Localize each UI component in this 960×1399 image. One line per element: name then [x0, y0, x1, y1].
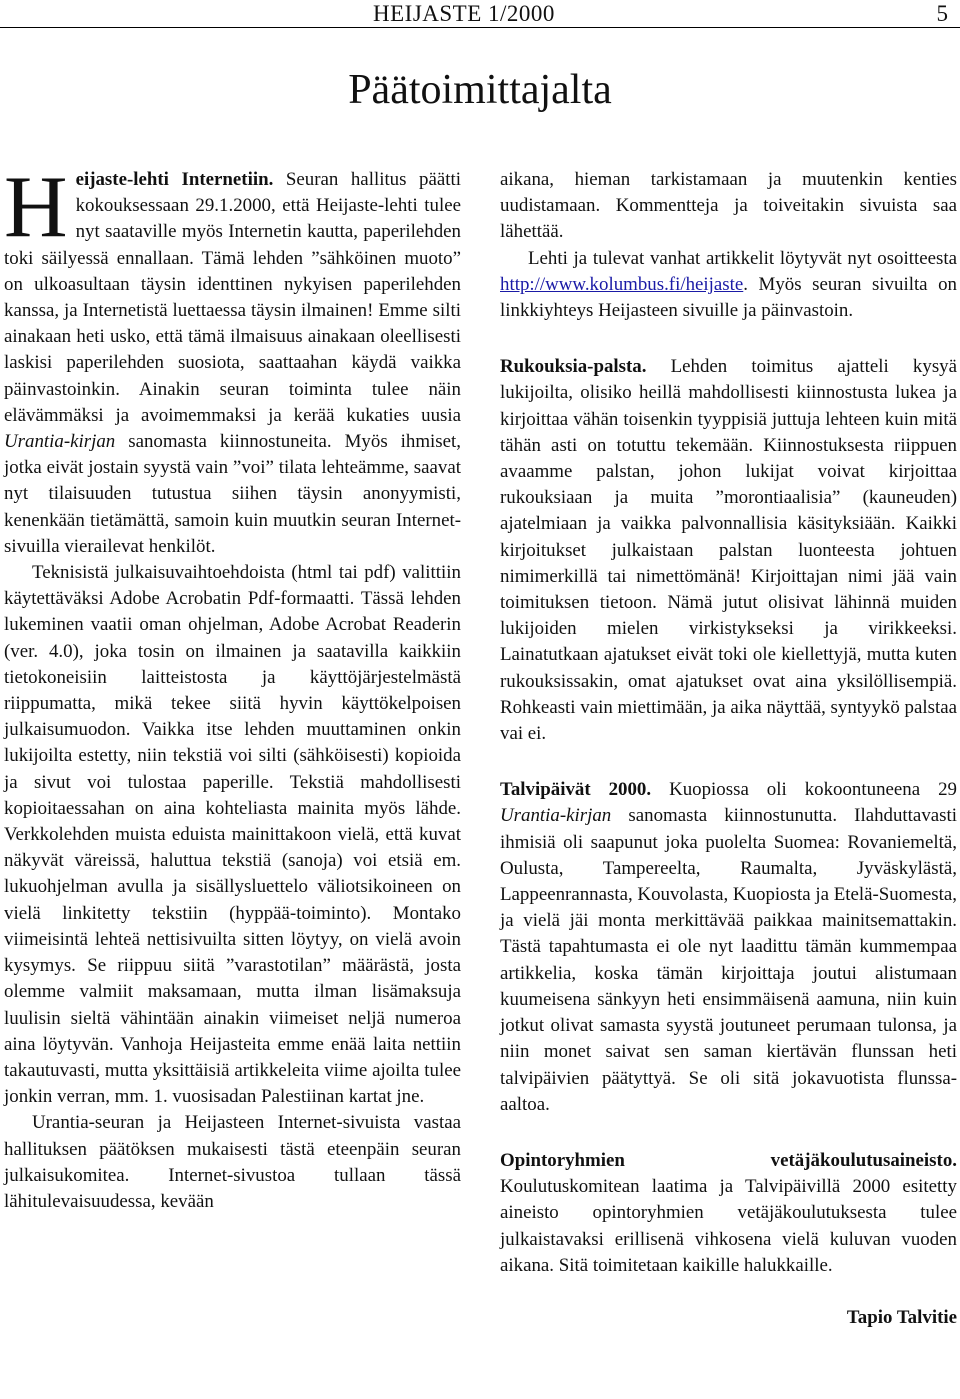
paragraph-text: Lehden toimitus ajatteli kysyä lukijoilta, olisiko heillä mahdollisesti kiinnostusta lukea ja kirjoittaa vähän toisenkin tyyppisiä juttuja lehteen kuin mitä tähän asti on totuttu tekemään. Kiinnostuksesta riippuen avaamme palstan, johon lukijat voivat kirjoittaa rukouksiaan ja muita ”morontiaalisia” (kauneuden) ajatelmiaan ja vaikka palvonnallisia käsityksiään. Kaikki kirjoitukset julkaistaan palstan luonteesta johtuen nimimerkillä tai nimettömänä! Kirjoittajan nimi jää vain toimituksen tietoon. Nämä jutut olisivat lähinnä muiden lukijoiden mielen virkistykseksi ja virikkeeksi. Lainatutkaan ajatukset eivät toki ole kiellettyjä, mutta kuten rukouksissakin, omat ajatukset ovat aina yksilöllisempiä. Rohkeasti vain miettimään, ja aika näyttää, syntyykö palstaa vai ei.	[500, 356, 957, 745]
paragraph-text: Koulutuskomitean laatima ja Talvipäivillä 2000 esitetty aineisto opintoryhmien vetäjäkoulutuksesta tulee julkaistavaksi erillisenä vihkosena vielä kuluvan vuoden aikana. Sitä toimitetaan kaikille halukkaille.	[500, 1176, 957, 1276]
section-heading-winter-days: Talvipäivät 2000.	[500, 779, 652, 801]
paragraph-text: Lehti ja tulevat vanhat artikkelit löytyvät nyt osoitteesta	[528, 247, 957, 269]
left-column	[4, 159, 461, 1215]
paragraph-text: sanomasta kiinnostuneita. Myös ihmiset, jotka eivät jostain syystä vain ”voi” tilata lehteämme, saavat nyt tilaisuuden tutustua siihen täysin anonyymisti, kenenkään tietämättä, samoin kuin muutkin seuran Internet-sivuilla vierailevat henkilöt.	[4, 431, 461, 557]
section-heading-prayers: Rukouksia-palsta.	[500, 356, 647, 378]
paragraph-address	[500, 246, 957, 325]
author-signature: Tapio Talvitie	[846, 1306, 957, 1328]
book-title: Urantia-kirjan	[4, 431, 116, 453]
paragraph-formats: Teknisistä julkaisuvaihtoehdoista (html tai pdf) valittiin käytettäväksi Adobe Acrobatin Pdf-formaatti. Tässä lehden lukeminen vaatii oman ohjelman, Adobe Acrobat Readerin (ver. 4.0), joka tosin on ilmainen ja saatavilla kaikkiin tietokoneisiin laitteistosta ja käyttöjärjestelmästä riippumatta, mikä tekee siitä hyvin käyttökelpoisen julkaisumuodon. Vaikka itse lehden muuttaminen onkin lukijoilta estetty, niin tekstiä voi silti (sähköisesti) kopioida ja sivut voi tulostaa paperille. Tekstiä mahdollisesti kopioitaessahan on aina kohteliasta mainita myös lähde. Verkkolehden muista eduista mainittakoon vielä, että kuvat näkyvät väreissä, haluttua tekstiä (sanoja) voi etsiä em. lukuohjelman avulla ja sisällysluettelo väliotsikoineen on vielä linkitetty tekstiin (hyppää-toiminto). Montako viimeisintä lehteä nettisivuilta sitten löytyy, on vielä avoin kysymys. Se riippuu siitä ”varastotilan” määrästä, josta olemme valmiit maksamaan, mutta ilman lisämaksuja luulisin sieltä vähintään ainakin viimeiset neljä numeroa aina löytyvän. Vanhoja Heijasteita emme enää laita nettiin takautuvasti, mutta yksittäisiä artikkeleita viime ajoilta tulee jonkin verran, mm. 1. vuosisadan Palestiinan kartat jne.	[4, 562, 461, 1108]
paragraph-prayers	[500, 354, 957, 747]
paragraph-text: Kuopiossa oli kokoontuneena 29	[651, 779, 957, 801]
paragraph-training-material	[500, 1148, 957, 1279]
header-rule	[0, 27, 960, 28]
publication-name: HEIJASTE 1/2000	[373, 1, 555, 26]
article-title: Päätoimittajalta	[348, 67, 612, 113]
book-title: Urantia-kirjan	[500, 805, 612, 827]
paragraph-continued: aikana, hieman tarkistamaan ja muutenkin kenties uudistamaan. Kommentteja ja toiveitakin sivuista saa lähettää.	[500, 169, 957, 243]
drop-cap: H	[4, 159, 68, 256]
right-column	[500, 167, 957, 1331]
paragraph-winter-days	[500, 777, 957, 1118]
paragraph-website: Urantia-seuran ja Heijasteen Internet-sivuista vastaa hallituksen päätöksen mukaisesti tästä eteenpäin seuran julkaisukomitea. Internet-sivustoa tullaan tässä lähitulevaisuudessa, kevään	[4, 1112, 461, 1212]
lead-heading: eijaste-lehti Internetiin.	[75, 169, 274, 190]
paragraph-text: sanomasta kiinnostunutta. Ilahduttavasti ihmisiä oli saapunut joka puolelta Suomea: Rovaniemeltä, Oulusta, Tampereelta, Raumalta, Jyväskylästä, Lappeenrannasta, Kouvolasta, Kuopiosta ja Etelä-Suomesta, ja vielä jäi monta merkittävää paikkaa mainitsemattakin. Tästä tapahtumasta ei ole nyt laadittu tämän kummempaa artikkelia, koska tämän kirjoittaja joutui alistumaan kuumeisena sänkyyn heti ensimmäisenä aamuna, niin kuin jotkut olivat samasta syystä joutuneet perumaan tulonsa, ja niin monet saivat sen saman kiertävän flunssan heti talvipäivien päätyttyä. Se oli sitä jokavuotista flunssa-aaltoa.	[500, 805, 957, 1115]
paragraph-text: Seuran hallitus päätti kokouksessaan 29.1.2000, että Heijaste-lehti tulee nyt saataville myös Internetin kautta, paperilehden toki säilyessä ennallaan. Tämä lehden ”sähköinen muoto” on ulkoasultaan täysin identtinen nykyisen paperilehden kanssa, ja Internetistä luettaessa täysin ilmainen! Emme silti ainakaan heti usko, että tämä ilmaisuus ainakaan oleellisesti laskisi paperilehden suosiota, saattaahan käydä vaikka päinvastoinkin. Ainakin seuran toiminta tulee näin elävämmäksi ja avoimemmaksi ja kerää kukaties uusia	[4, 169, 461, 426]
section-heading-training: Opintoryhmien vetäjäkoulutusaineisto.	[500, 1149, 957, 1171]
paragraph-internet	[4, 159, 461, 560]
page-number: 5	[936, 1, 948, 26]
paragraph-text: . Myös seuran sivuilta on linkkiyhteys Heijasteen sivuille ja päinvastoin.	[500, 273, 957, 322]
website-link[interactable]: http://www.kolumbus.fi/heijaste	[500, 273, 744, 295]
page-header	[0, 0, 960, 30]
